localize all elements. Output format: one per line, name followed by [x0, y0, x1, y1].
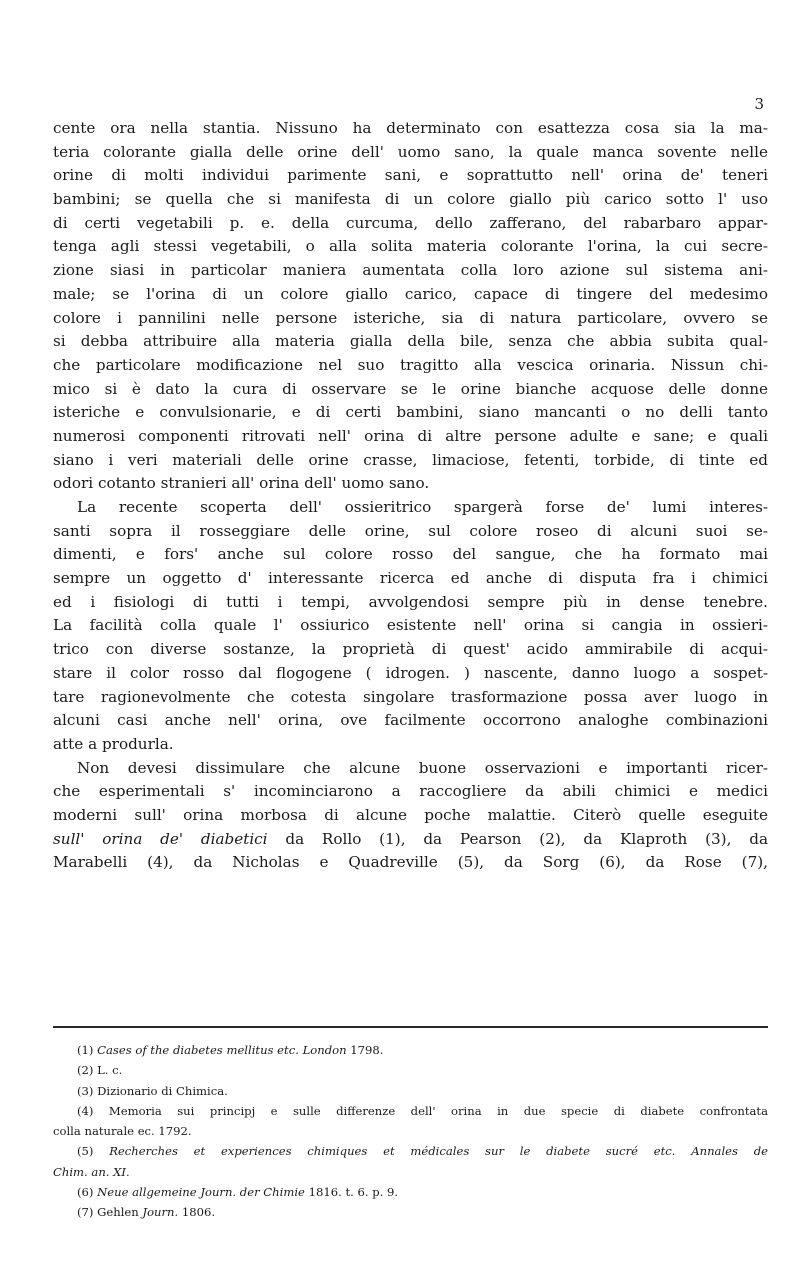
body-text: [53, 117, 768, 875]
text-line: tare ragionevolmente che cotesta singolare trasformazione possa aver luogo in: [53, 687, 768, 706]
footnote-5: (5) Recherches et experiences chimiques et médicales sur le diabete sucré etc. Annales de: [77, 1144, 769, 1159]
paragraph-start: Non devesi dissimulare che alcune buone osservazioni e importanti ricer-: [77, 758, 768, 777]
text-line: che esperimentali s' incominciarono a raccogliere da abili chimici e medici: [53, 782, 768, 801]
text-line: bambini; se quella che si manifesta di un colore giallo più carico sotto l' uso: [53, 190, 768, 209]
text-line: che particolare modificazione nel suo tragitto alla vescica orinaria. Nissun chi-: [53, 355, 768, 374]
text-line: alcuni casi anche nell' orina, ove facilmente occorrono analoghe combinazioni: [53, 711, 768, 730]
text-line: teria colorante gialla delle orine dell' uomo sano, la quale manca sovente nelle: [53, 142, 768, 161]
footnote-4: (4) Memoria sui principj e sulle differenze dell' orina in due specie di diabete confrontata: [77, 1103, 768, 1118]
text-line: di certi vegetabili p. e. della curcuma, dello zafferano, del rabarbaro appar-: [53, 213, 768, 232]
text-line: si debba attribuire alla materia gialla della bile, senza che abbia subita qual-: [53, 332, 768, 351]
footnote-7: (7) Gehlen Journ. 1806.: [77, 1205, 216, 1220]
text-line: santi sopra il rosseggiare delle orine, sul colore roseo di alcuni suoi se-: [53, 521, 768, 540]
paragraph-start: La recente scoperta dell' ossieritrico spargerà forse de' lumi interes-: [77, 498, 768, 516]
footnotes: [53, 1040, 768, 1223]
text-line: male; se l'orina di un colore giallo carico, capace di tingere del medesimo: [53, 284, 768, 303]
text-line: ed i fisiologi di tutti i tempi, avvolgendosi sempre più in dense tenebre.: [53, 592, 768, 611]
text-line: cente ora nella stantia. Nissuno ha determinato con esattezza cosa sia la ma-: [53, 119, 768, 137]
text-line: siano i veri materiali delle orine crasse, limaciose, fetenti, torbide, di tinte ed: [53, 450, 768, 469]
text-line: isteriche e convulsionarie, e di certi bambini, siano mancanti o no delli tanto: [53, 403, 768, 422]
text-line: [53, 828, 768, 852]
footnote-5-continued: Chim. an. XI.: [53, 1164, 130, 1179]
footnote-6: (6) Neue allgemeine Journ. der Chimie 1816. t. 6. p. 9.: [77, 1185, 399, 1200]
footnote-4-continued: colla naturale ec. 1792.: [53, 1124, 192, 1139]
text-line: La facilità colla quale l' ossiurico esistente nell' orina si cangia in ossieri-: [53, 616, 768, 635]
page-number: 3: [754, 95, 764, 113]
footnote-divider: [53, 1026, 768, 1028]
text-line: stare il color rosso dal flogogene ( idrogen. ) nascente, danno luogo a sospet-: [53, 663, 768, 682]
text-line: mico si è dato la cura di osservare se le orine bianche acquose delle donne: [53, 379, 768, 398]
text-line: moderni sull' orina morbosa di alcune poche malattie. Citerò quelle eseguite: [53, 805, 768, 824]
text-line: orine di molti individui parimente sani, e soprattutto nell' orina de' teneri: [53, 166, 768, 185]
text-line: tenga agli stessi vegetabili, o alla solita materia colorante l'orina, la cui secre-: [53, 237, 768, 256]
text-line: Marabelli (4), da Nicholas e Quadreville (5), da Sorg (6), da Rose (7),: [53, 853, 768, 872]
footnote-1: (1) Cases of the diabetes mellitus etc. London 1798.: [77, 1043, 384, 1057]
text-line: numerosi componenti ritrovati nell' orina di altre persone adulte e sane; e quali: [53, 426, 768, 445]
footnote-2: (2) L. c.: [77, 1063, 123, 1078]
text-line: sempre un oggetto d' interessante ricerca ed anche di disputa fra i chimici: [53, 569, 768, 588]
italic-phrase: sull' orina de' diabetici: [53, 829, 268, 848]
text-line: zione siasi in particolar maniera aumentata colla loro azione sul sistema ani-: [53, 261, 768, 280]
text-line: dimenti, e fors' anche sul colore rosso del sangue, che ha formato mai: [53, 545, 768, 564]
text-line: odori cotanto stranieri all' orina dell' uomo sano.: [53, 474, 430, 493]
text-run: da Rollo (1), da Pearson (2), da Klaproth (3), da: [267, 829, 768, 848]
text-line: colore i pannilini nelle persone isteriche, sia di natura particolare, ovvero se: [53, 308, 768, 327]
text-line: atte a produrla.: [53, 734, 174, 753]
footnote-3: (3) Dizionario di Chimica.: [77, 1083, 228, 1098]
text-line: trico con diverse sostanze, la proprietà di quest' acido ammirabile di acqui-: [53, 640, 768, 659]
